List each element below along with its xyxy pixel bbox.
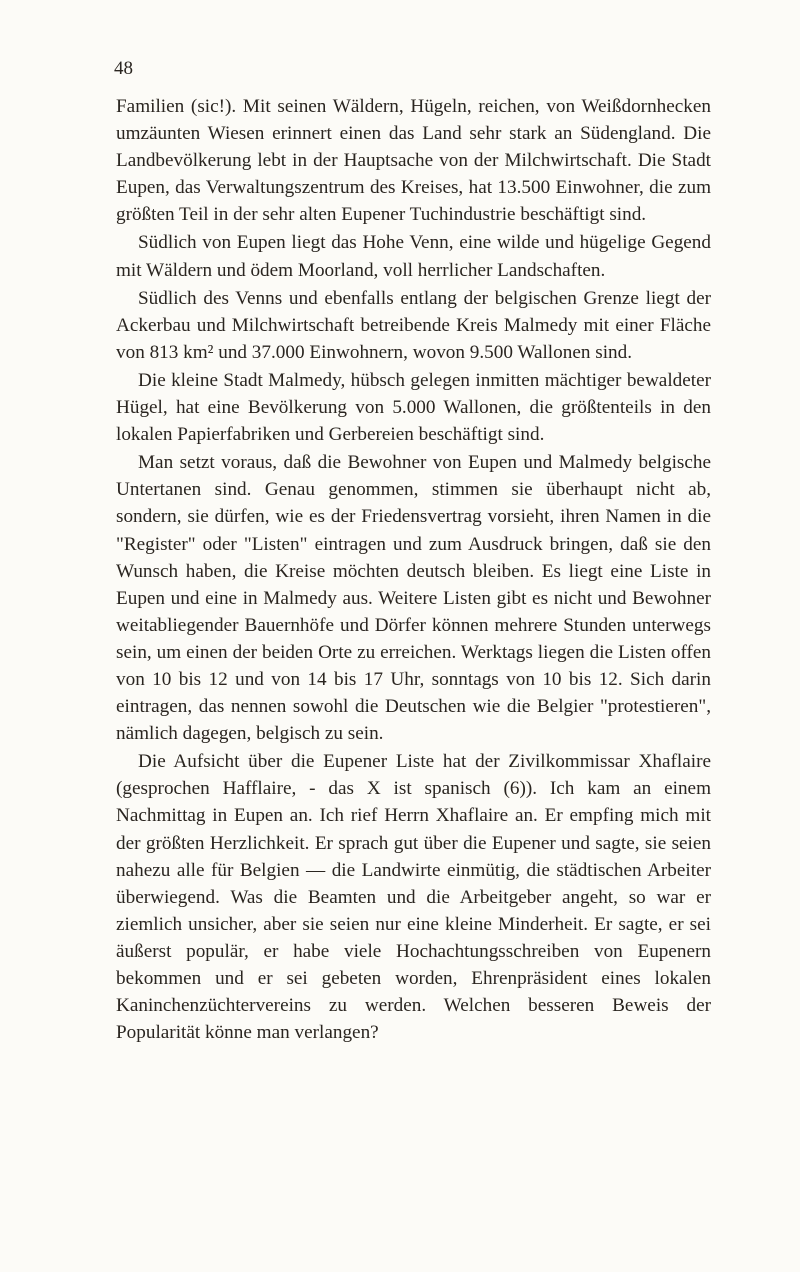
paragraph: Südlich des Venns und ebenfalls entlang der belgischen Grenze liegt der Ackerbau und Milchwirtschaft betreibende Kreis Malmedy mit einer Fläche von 813 km² und 37.000 Einwohnern, wovon 9.500 Wallonen sind. xyxy=(116,287,711,363)
paragraph: Die Aufsicht über die Eupener Liste hat der Zivilkommissar Xhaflaire (gesprochen Hafflaire, - das X ist spanisch (6)). Ich kam an einem Nachmittag in Eupen an. Ich rief Herrn Xhaflaire an. Er empfing mich mit der größten Herzlichkeit. Er sprach gut über die Eupener und sagte, sie seien nahezu alle für Belgien — die Landwirte einmütig, die städtischen Arbeiter überwiegend. Was die Beamten und die Arbeitgeber angeht, so war er ziemlich unsicher, aber sie seien nur eine kleine Minderheit. Er sagte, er sei äußerst populär, er habe viele Hochachtungsschreiben von Eupenern bekommen und er sei gebeten worden, Ehrenpräsident eines lokalen Kaninchenzüchtervereins zu werden. Welchen besseren Beweis der Popularität könne man verlangen? xyxy=(116,751,711,1044)
paragraph: Südlich von Eupen liegt das Hohe Venn, eine wilde und hügelige Gegend mit Wäldern und ödem Moorland, voll herrlicher Landschaften. xyxy=(116,232,711,281)
paragraph: Familien (sic!). Mit seinen Wäldern, Hügeln, reichen, von Weißdornhecken umzäunten Wiesen erinnert einen das Land sehr stark an Südengland. Die Landbevölkerung lebt in der Hauptsache von der Milchwirtschaft. Die Stadt Eupen, das Verwaltungszentrum des Kreises, hat 13.500 Einwohner, die zum größten Teil in der sehr alten Eupener Tuchindustrie beschäftigt sind. xyxy=(116,96,711,226)
page-number: 48 xyxy=(114,58,133,79)
paragraph: Die kleine Stadt Malmedy, hübsch gelegen inmitten mächtiger bewaldeter Hügel, hat eine Bevölkerung von 5.000 Wallonen, die größtenteils in den lokalen Papierfabriken und Gerbereien beschäftigt sind. xyxy=(116,369,711,446)
paragraph: Man setzt voraus, daß die Bewohner von Eupen und Malmedy belgische Untertanen sind. Genau genommen, stimmen sie überhaupt nicht ab, sondern, sie dürfen, wie es der Friedensvertrag vorsieht, ihren Namen in die "Register" oder "Listen" eintragen und zum Ausdruck bringen, daß sie den Wunsch haben, die Kreise möchten deutsch bleiben. Es liegt eine Liste in Eupen und eine in Malmedy aus. Weitere Listen gibt es nicht und Bewohner weitabliegender Bauernhöfe und Dörfer können mehrere Stunden unterwegs sein, um einen der beiden Orte zu erreichen. Werktags liegen die Listen offen von 10 bis 12 und von 14 bis 17 Uhr, sonntags von 10 bis 12. Sich darin eintragen, das nennen sowohl die Deutschen wie die Belgier "protestieren", nämlich dagegen, belgisch zu sein. xyxy=(116,452,711,745)
body-text xyxy=(116,93,711,1047)
